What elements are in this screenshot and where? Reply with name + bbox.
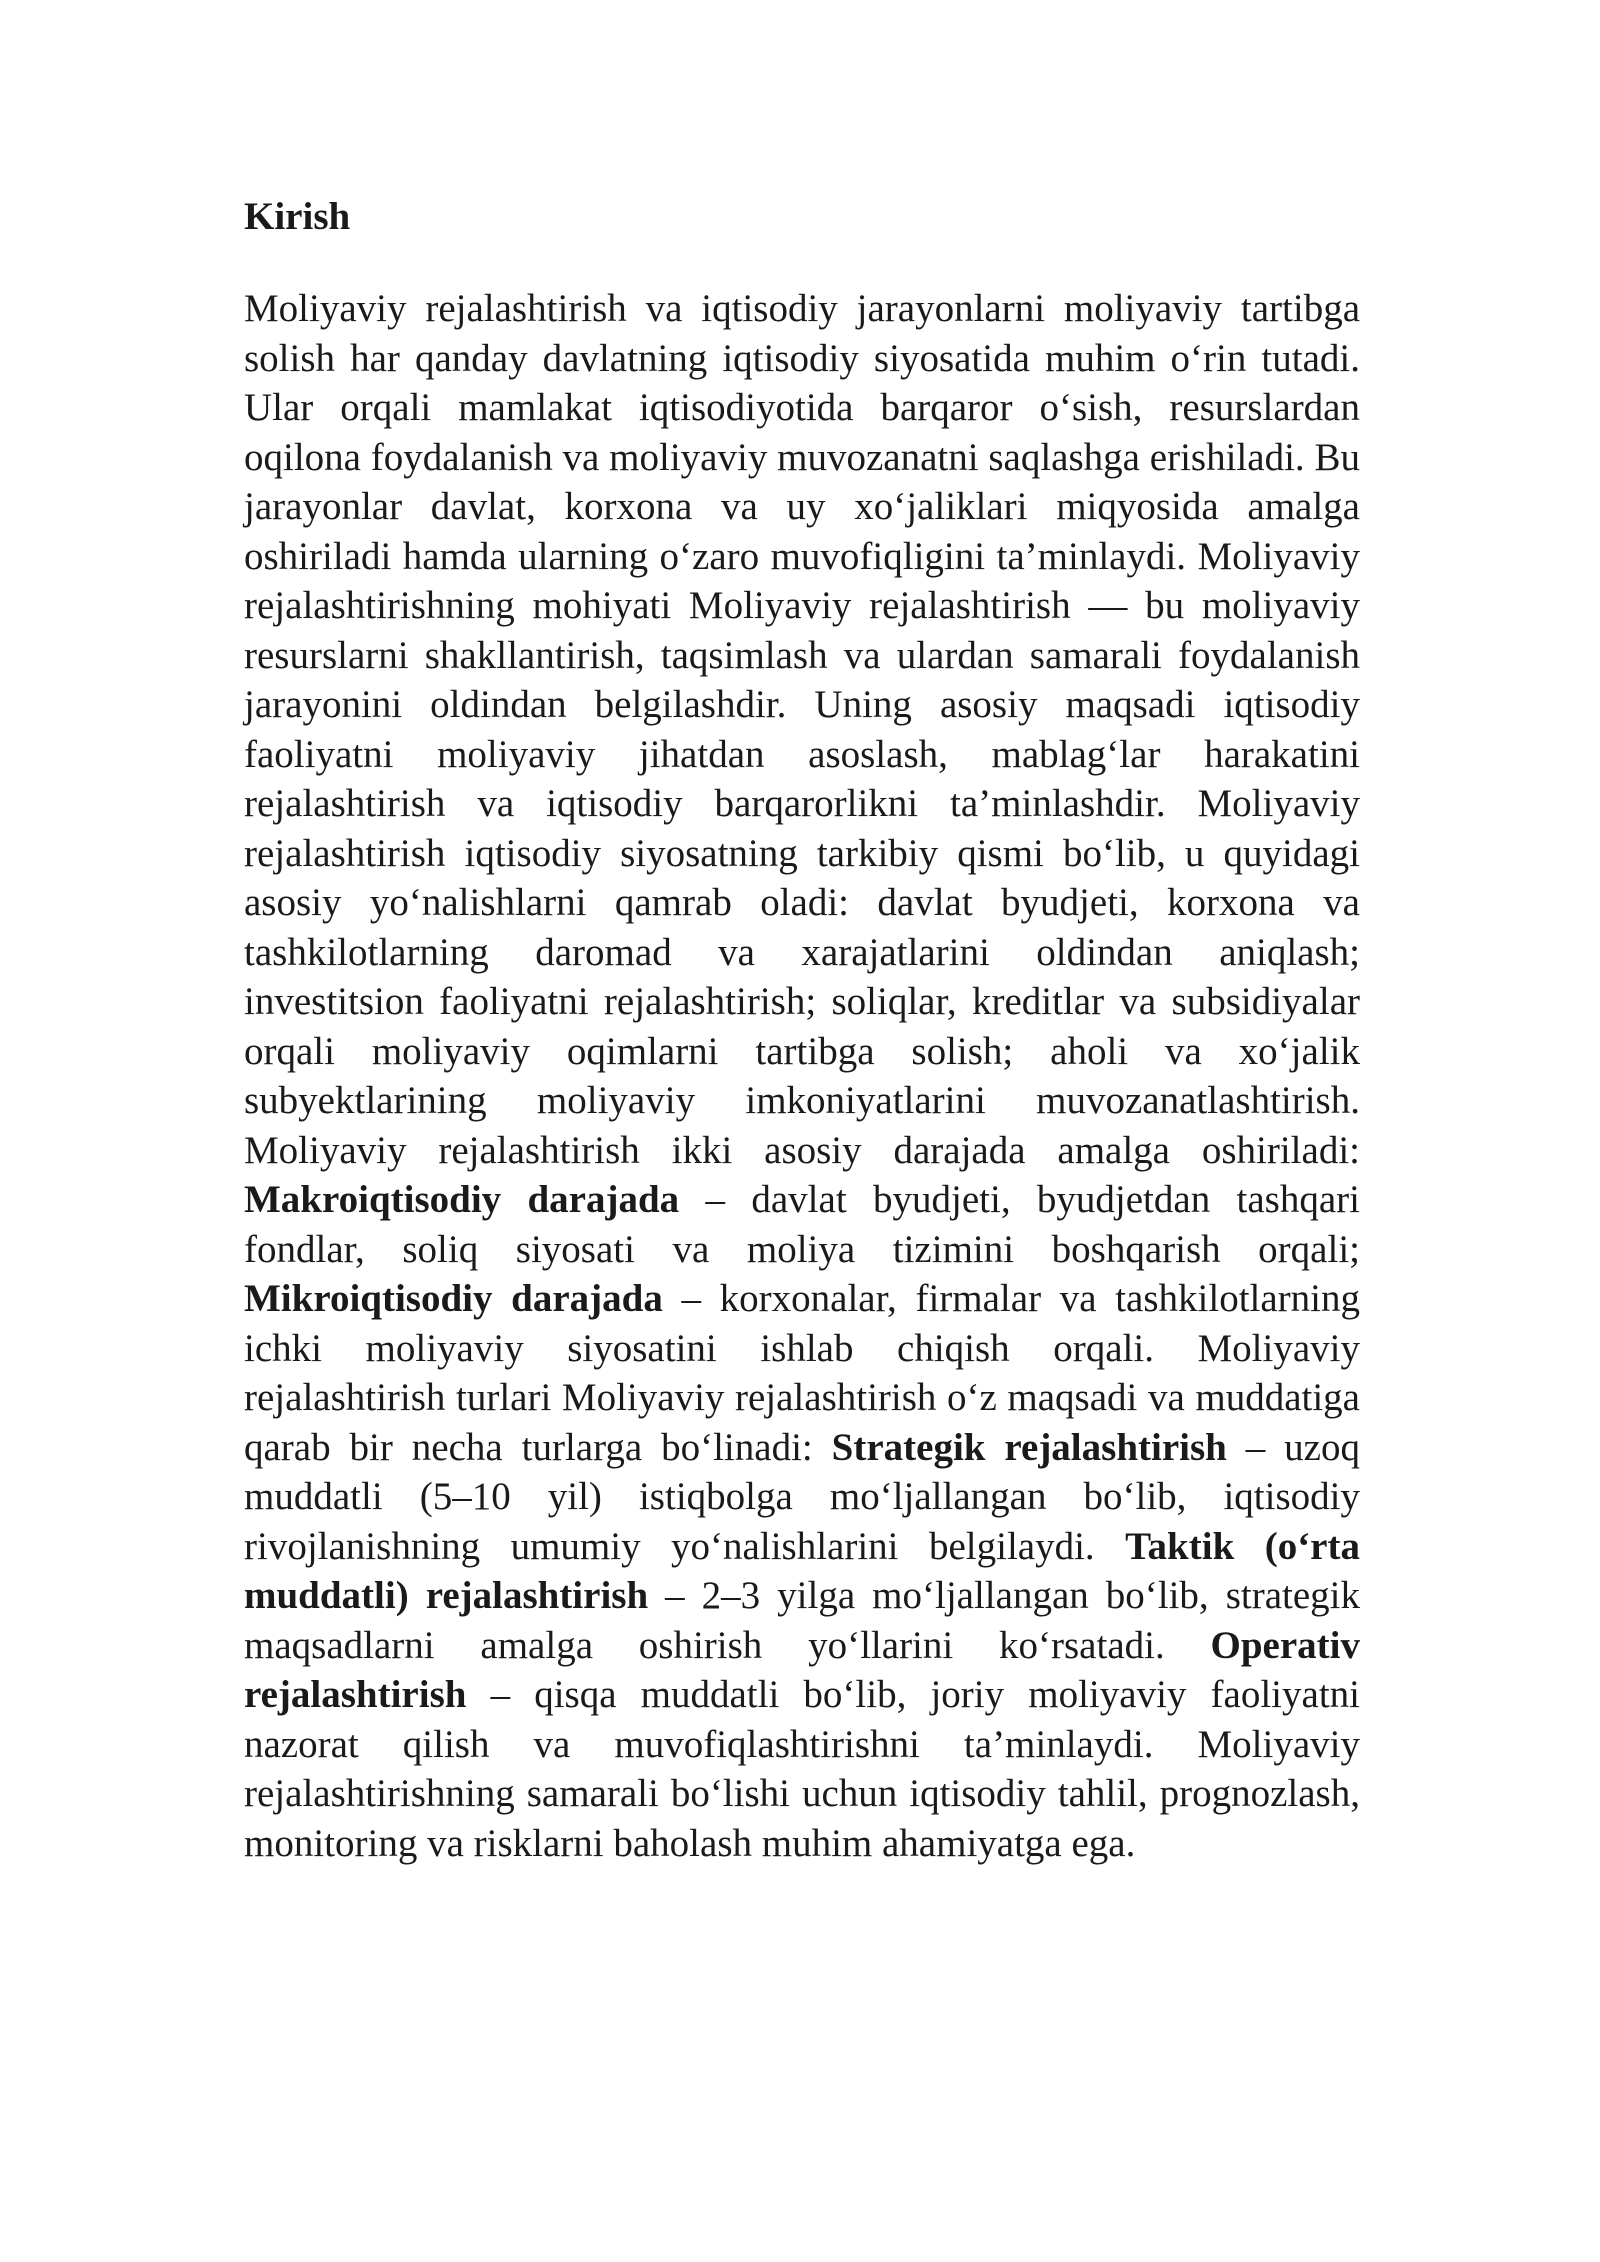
bold-term-macro-level: Makroiqtisodiy darajada: [244, 1178, 680, 1221]
paragraph-text: – davlat byudjeti, byudjetdan tashqari fondlar, soliq siyosati va moliya tizimini boshqarish orqali;: [244, 1178, 1360, 1271]
document-content: [244, 190, 1360, 1868]
bold-term-tactical-planning: Taktik (o‘rta muddatli) rejalashtirish: [244, 1524, 1360, 1617]
bold-term-strategic-planning: Strategik rejalashtirish: [831, 1425, 1227, 1469]
paragraph-text: – uzoq muddatli (5–10 yil) istiqbolga mo‘ljallangan bo‘lib, iqtisodiy rivojlanishning umumiy yo‘nalishlarini belgilaydi.: [244, 1425, 1360, 1568]
paragraph-text: – 2–3 yilga mo‘ljallangan bo‘lib, strategik maqsadlarni amalga oshirish yo‘llarini ko‘rsatadi.: [244, 1574, 1360, 1667]
paragraph-text: – qisqa muddatli bo‘lib, joriy moliyaviy faoliyatni nazorat qilish va muvofiqlashtirishni ta’minlaydi. Moliyaviy rejalashtirishning samarali bo‘lishi uchun iqtisodiy tahlil, prognozlash, monitoring va risklarni baholash muhim ahamiyatga ega.: [244, 1673, 1360, 1865]
bold-term-micro-level: Mikroiqtisodiy darajada: [244, 1277, 663, 1320]
section-heading: Kirish: [244, 195, 351, 238]
paragraph-text: – korxonalar, firmalar va tashkilotlarning ichki moliyaviy siyosatini ishlab chiqish orqali. Moliyaviy rejalashtirish turlari Moliyaviy rejalashtirish o‘z maqsadi va muddatiga qarab bir necha turlarga bo‘linadi:: [244, 1277, 1360, 1469]
bold-term-operative-planning: Operativ rejalashtirish: [244, 1623, 1360, 1716]
body-paragraph: [244, 284, 1360, 1868]
paragraph-text: Moliyaviy rejalashtirish va iqtisodiy jarayonlarni moliyaviy tartibga solish har qanday davlatning iqtisodiy siyosatida muhim o‘rin tutadi. Ular orqali mamlakat iqtisodiyotida barqaror o‘sish, resurslardan oqilona foydalanish va moliyaviy muvozanatni saqlashga erishiladi. Bu jarayonlar davlat, korxona va uy xo‘jaliklari miqyosida amalga oshiriladi hamda ularning o‘zaro muvofiqligini ta’minlaydi. Moliyaviy rejalashtirishning mohiyati Moliyaviy rejalashtirish — bu moliyaviy resurslarni shakllantirish, taqsimlash va ulardan samarali foydalanish jarayonini oldindan belgilashdir. Uning asosiy maqsadi iqtisodiy faoliyatni moliyaviy jihatdan asoslash, mablag‘lar harakatini rejalashtirish va iqtisodiy barqarorlikni ta’minlashdir. Moliyaviy rejalashtirish iqtisodiy siyosatning tarkibiy qismi bo‘lib, u quyidagi asosiy yo‘nalishlarni qamrab oladi: davlat byudjeti, korxona va tashkilotlarning daromad va xarajatlarini oldindan aniqlash; investitsion faoliyatni rejalashtirish; soliqlar, kreditlar va subsidiyalar orqali moliyaviy oqimlarni tartibga solish; aholi va xo‘jalik subyektlarining moliyaviy imkoniyatlarini muvozanatlashtirish. Moliyaviy rejalashtirish ikki asosiy darajada amalga oshiriladi:: [244, 287, 1360, 1172]
